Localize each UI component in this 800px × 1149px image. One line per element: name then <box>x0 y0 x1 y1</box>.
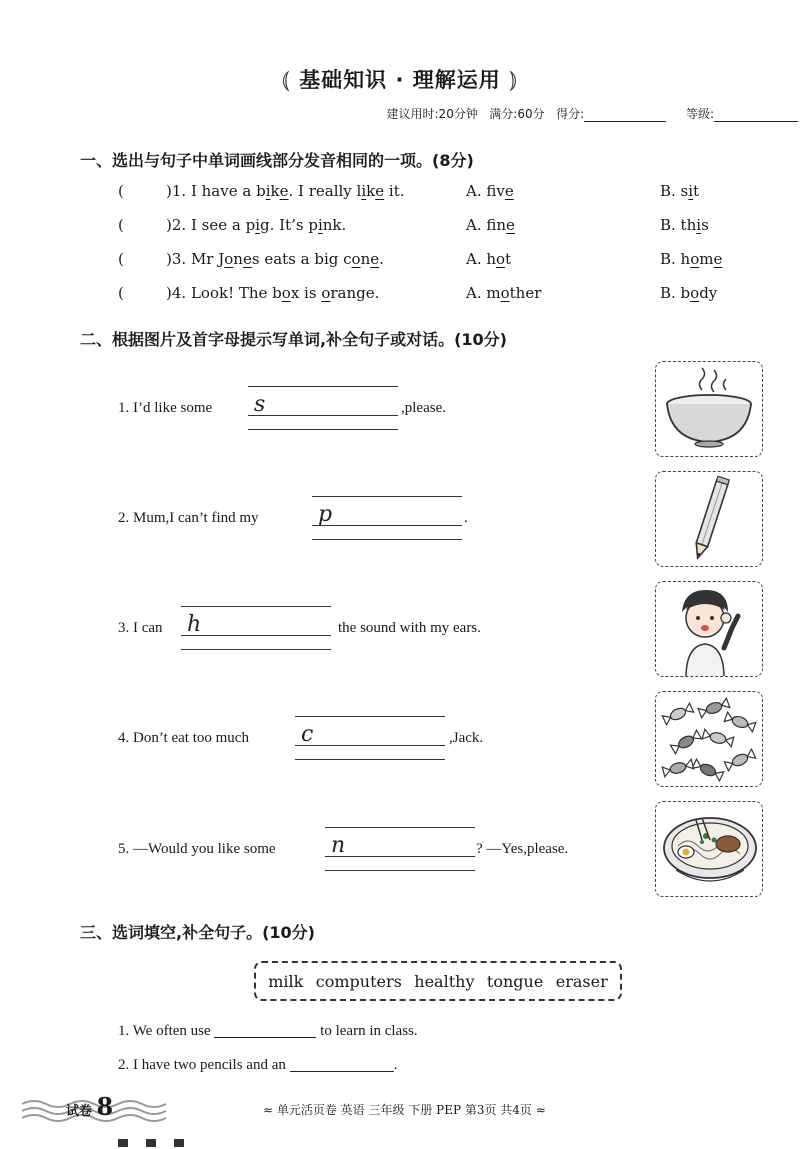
fill-suffix-4: ,Jack. <box>449 730 484 746</box>
answer-paren[interactable]: ( <box>118 250 124 268</box>
footer-square <box>146 1139 156 1147</box>
boy-listening-icon <box>655 581 763 677</box>
question-4: )4. Look! The box is orange. <box>166 284 380 302</box>
question-1: )1. I have a bike. I really like it. <box>166 182 405 200</box>
score-blank[interactable] <box>584 109 666 122</box>
option-a: A. hot <box>466 250 512 268</box>
page-number: 试卷 8 <box>66 1092 114 1121</box>
score-label: 得分: <box>556 107 585 121</box>
sentence-1: 1. We often use to learn in class. <box>118 1023 418 1039</box>
soup-bowl-icon <box>655 361 763 457</box>
option-b: B. this <box>660 216 709 234</box>
writing-lines-2[interactable] <box>312 496 462 540</box>
section1-heading: 一、选出与句子中单词画线部分发音相同的一项。(8分) <box>80 151 474 170</box>
writing-lines-5[interactable] <box>325 827 475 871</box>
word-option: healthy <box>414 971 475 991</box>
full-score: 满分:60分 <box>489 107 545 121</box>
option-b: B. body <box>660 284 718 302</box>
question-2: )2. I see a pig. It’s pink. <box>166 216 347 234</box>
noodles-icon <box>655 801 763 897</box>
option-a: A. mother <box>466 284 542 302</box>
pencil-icon <box>655 471 763 567</box>
sentence-2: 2. I have two pencils and an . <box>118 1057 398 1073</box>
option-b: B. sit <box>660 182 700 200</box>
suggested-time: 建议用时:20分钟 <box>386 107 478 121</box>
hint-letter: c <box>301 722 314 747</box>
word-option: milk <box>268 971 304 991</box>
word-option: computers <box>315 971 402 991</box>
fill-prompt-4: 4. Don’t eat too much <box>118 730 249 746</box>
fill-prompt-2: 2. Mum,I can’t find my <box>118 510 259 526</box>
answer-paren[interactable]: ( <box>118 284 124 302</box>
word-option: tongue <box>486 971 544 991</box>
option-a: A. fne <box>466 216 515 234</box>
title-brace-left: ⦅ <box>281 65 291 93</box>
title-brace-right: ⦆ <box>509 65 519 93</box>
footer-info: ≈ 单元活页卷 英语 三年级 下册 PEP 第3页 共4页 ≈ <box>263 1103 546 1117</box>
candies-icon <box>655 691 763 787</box>
footer-square <box>118 1139 128 1147</box>
fill-suffix-3: the sound with my ears. <box>338 620 481 636</box>
writing-lines-3[interactable] <box>181 606 331 650</box>
footer-square <box>174 1139 184 1147</box>
exam-meta <box>387 105 798 122</box>
writing-lines-1[interactable] <box>248 386 398 430</box>
fill-prompt-1: 1. I’d like some <box>118 400 213 416</box>
option-b: B. home <box>660 250 723 268</box>
section3-heading: 三、选词填空,补全句子。(10分) <box>80 923 315 942</box>
fill-suffix-2: . <box>464 510 468 526</box>
answer-paren[interactable]: ( <box>118 216 124 234</box>
hint-letter: s <box>254 392 266 417</box>
hint-letter: h <box>187 612 202 637</box>
answer-paren[interactable]: ( <box>118 182 124 200</box>
question-3: )3. Mr Jones eats a big cone. <box>166 250 384 268</box>
fill-suffix-1: ,please. <box>401 400 446 416</box>
writing-lines-4[interactable] <box>295 716 445 760</box>
section2-heading: 二、根据图片及首字母提示写单词,补全句子或对话。(10分) <box>80 330 507 349</box>
answer-blank[interactable] <box>214 1037 316 1038</box>
title-text: 基础知识 · 理解运用 <box>299 68 501 92</box>
grade-blank[interactable] <box>714 109 798 122</box>
word-option: eraser <box>555 971 608 991</box>
page-title <box>0 64 800 94</box>
hint-letter: n <box>331 833 346 858</box>
fill-prompt-5: 5. —Would you like some <box>118 841 276 857</box>
answer-blank[interactable] <box>290 1071 394 1072</box>
fill-prompt-3: 3. I can <box>118 620 163 636</box>
grade-label: 等级: <box>685 107 714 121</box>
word-bank <box>254 961 622 1001</box>
fill-suffix-5: ? —Yes,please. <box>476 841 569 857</box>
option-a: A. fve <box>466 182 514 200</box>
hint-letter: p <box>318 502 333 527</box>
